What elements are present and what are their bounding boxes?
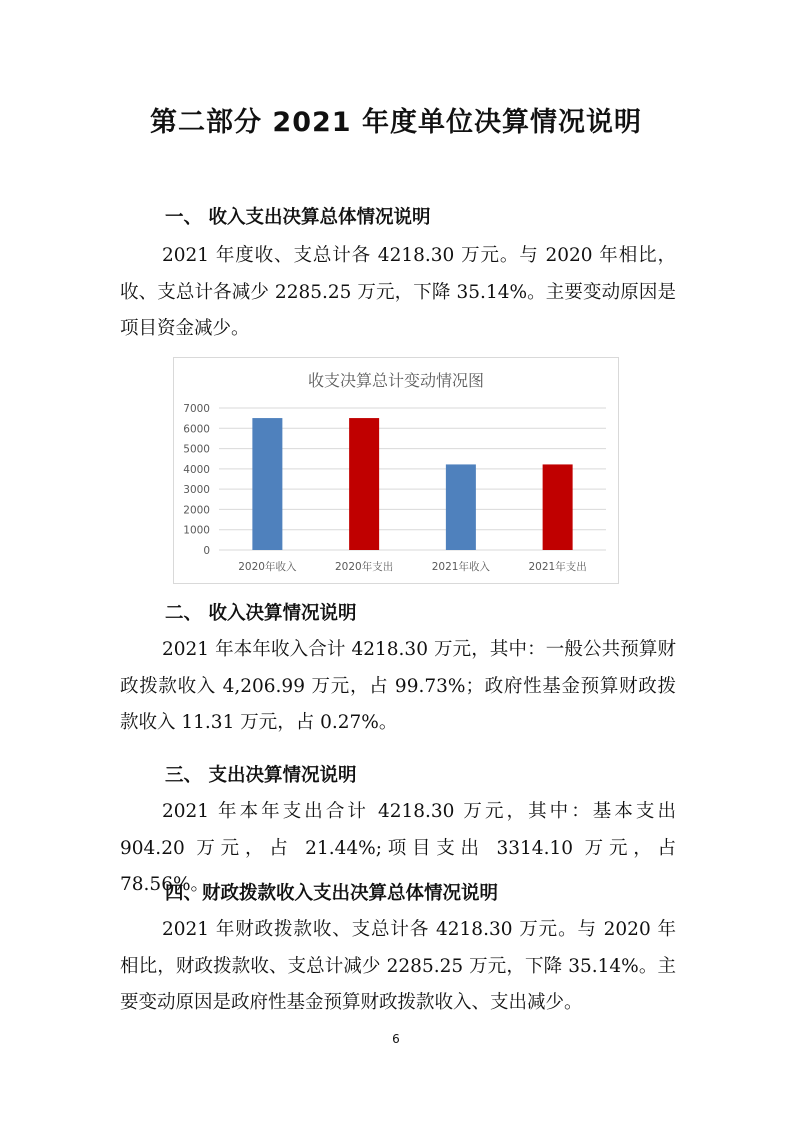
section-3-heading: 三、 支出决算情况说明 bbox=[165, 765, 357, 786]
y-tick-label: 5000 bbox=[183, 443, 210, 456]
page-number: 6 bbox=[392, 1032, 400, 1046]
x-category-label: 2021年收入 bbox=[431, 561, 490, 573]
y-tick-label: 1000 bbox=[183, 524, 210, 537]
y-tick-label: 7000 bbox=[183, 403, 210, 415]
bar-4 bbox=[543, 464, 573, 550]
section-1-text: 2021 年度收、支总计各 4218.30 万元。与 2020 年相比，收、支总计各减少 2285.25 万元，下降 35.14%。主要变动原因是项目资金减少。 bbox=[120, 245, 676, 339]
y-tick-label: 2000 bbox=[183, 504, 210, 517]
page-title: 第二部分 2021 年度单位决算情况说明 bbox=[150, 107, 642, 138]
section-4-text: 2021 年财政拨款收、支总计各 4218.30 万元。与 2020 年相比，财政拨款收、支总计减少 2285.25 万元，下降 35.14%。主要变动原因是政府性基金预算财政拨款收入、支出减少。 bbox=[120, 919, 676, 1013]
bar-1 bbox=[252, 418, 282, 550]
section-2-heading: 二、 收入决算情况说明 bbox=[165, 603, 357, 624]
bar-2 bbox=[349, 418, 379, 550]
chart-svg bbox=[174, 358, 618, 583]
section-2-text: 2021 年本年收入合计 4218.30 万元，其中：一般公共预算财政拨款收入 4,206.99 万元，占 99.73%；政府性基金预算财政拨款收入 11.31 万元，占 0.27%。 bbox=[120, 639, 676, 733]
y-tick-label: 4000 bbox=[183, 463, 210, 476]
x-category-label: 2020年收入 bbox=[238, 561, 297, 573]
x-category-label: 2021年支出 bbox=[528, 561, 587, 573]
y-tick-label: 3000 bbox=[183, 484, 210, 497]
bar-3 bbox=[446, 464, 476, 550]
y-tick-label: 0 bbox=[203, 545, 210, 557]
section-1-heading: 一、 收入支出决算总体情况说明 bbox=[165, 207, 431, 228]
income-expense-chart bbox=[173, 357, 619, 584]
section-3-text: 2021 年本年支出合计 4218.30 万元，其中：基本支出 904.20 万元，占 21.44%;项目支出 3314.10 万元，占 78.56%。 bbox=[120, 801, 676, 895]
y-tick-label: 6000 bbox=[183, 423, 210, 436]
chart-title: 收支决算总计变动情况图 bbox=[307, 371, 485, 390]
x-category-label: 2020年支出 bbox=[335, 561, 394, 573]
section-4-heading: 四、财政拨款收入支出决算总体情况说明 bbox=[165, 883, 499, 904]
